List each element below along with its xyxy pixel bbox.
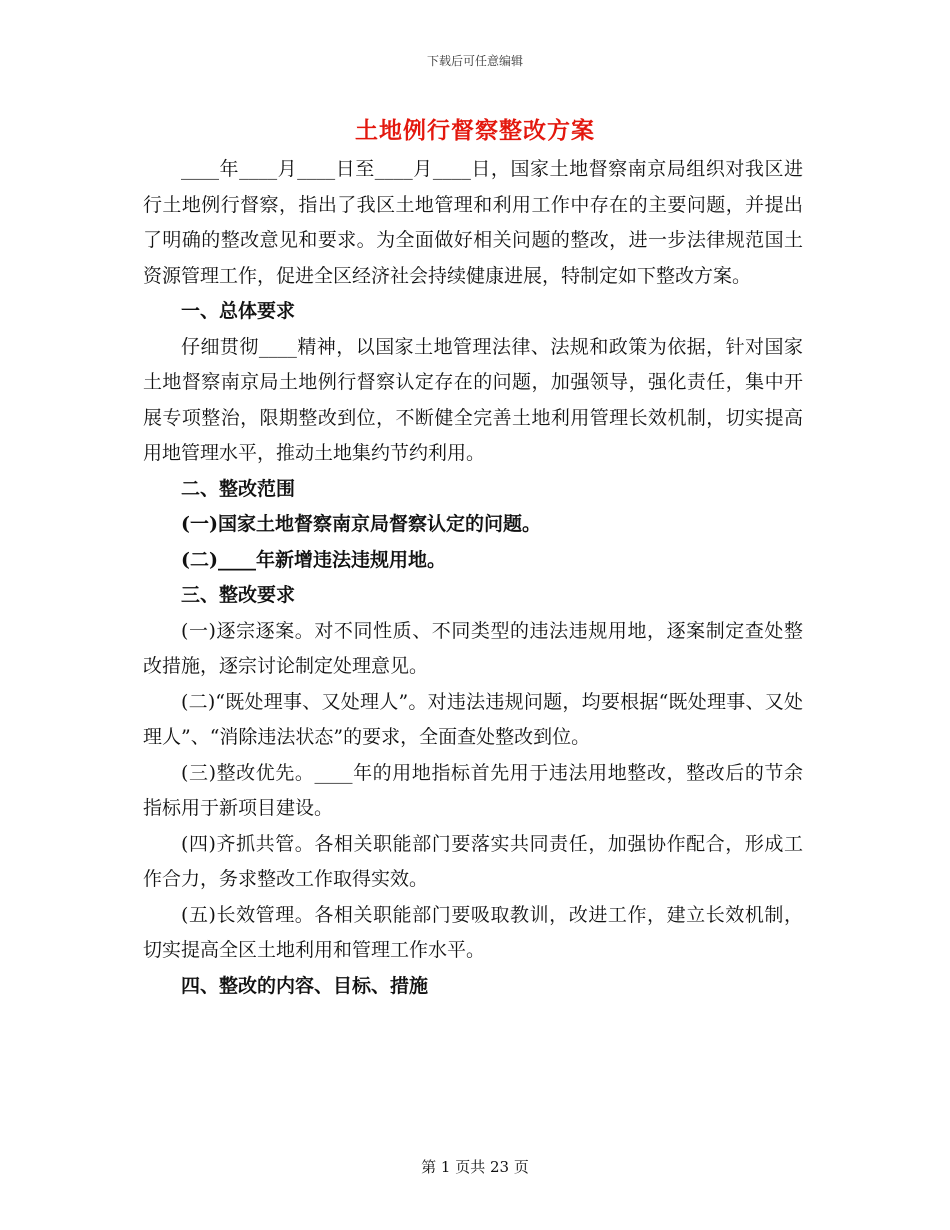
requirement-item-4: (四)齐抓共管。各相关职能部门要落实共同责任，加强协作配合，形成工作合力，务求整改工作取得实效。 xyxy=(143,832,803,890)
section-1-paragraph: 仔细贯彻____精神，以国家土地管理法律、法规和政策为依据，针对国家土地督察南京局土地例行督察认定存在的问题，加强领导，强化责任，集中开展专项整治，限期整改到位，不断健全完善土地利用管理长效机制，切实提高用地管理水平，推动土地集约节约利用。 xyxy=(143,335,803,464)
requirement-item-1: (一)逐宗逐案。对不同性质、不同类型的违法违规用地，逐案制定查处整改措施，逐宗讨论制定处理意见。 xyxy=(143,619,803,677)
header-note: 下载后可任意编辑 xyxy=(426,54,523,68)
section-heading-4: 四、整改的内容、目标、措施 xyxy=(181,974,429,997)
section-heading-1: 一、总体要求 xyxy=(181,300,296,322)
section-heading-3: 三、整改要求 xyxy=(181,584,296,606)
document-title: 土地例行督察整改方案 xyxy=(355,117,595,144)
requirement-item-3: (三)整改优先。____年的用地指标首先用于违法用地整改，整改后的节余指标用于新项目建设。 xyxy=(143,761,803,819)
section-heading-2: 二、整改范围 xyxy=(181,477,296,500)
scope-item-1: (一)国家土地督察南京局督察认定的问题。 xyxy=(181,513,541,535)
requirement-item-2: (二)“既处理事、又处理人”。对违法违规问题，均要根据“既处理事、又处理人”、“消除违法状态”的要求，全面查处整改到位。 xyxy=(143,690,803,748)
scope-item-2: (二)____年新增违法违规用地。 xyxy=(181,548,446,571)
intro-paragraph: ____年____月____日至____月____日，国家土地督察南京局组织对我区进行土地例行督察，指出了我区土地管理和利用工作中存在的主要问题，并提出了明确的整改意见和要求。为全面做好相关问题的整改，进一步法律规范国土资源管理工作，促进全区经济社会持续健康进展，特制定如下整改方案。 xyxy=(143,158,803,287)
page-footer: 第 1 页共 23 页 xyxy=(421,1158,529,1176)
document-body xyxy=(143,152,803,1004)
requirement-item-5: (五)长效管理。各相关职能部门要吸取教训，改进工作，建立长效机制，切实提高全区土地利用和管理工作水平。 xyxy=(143,903,803,961)
